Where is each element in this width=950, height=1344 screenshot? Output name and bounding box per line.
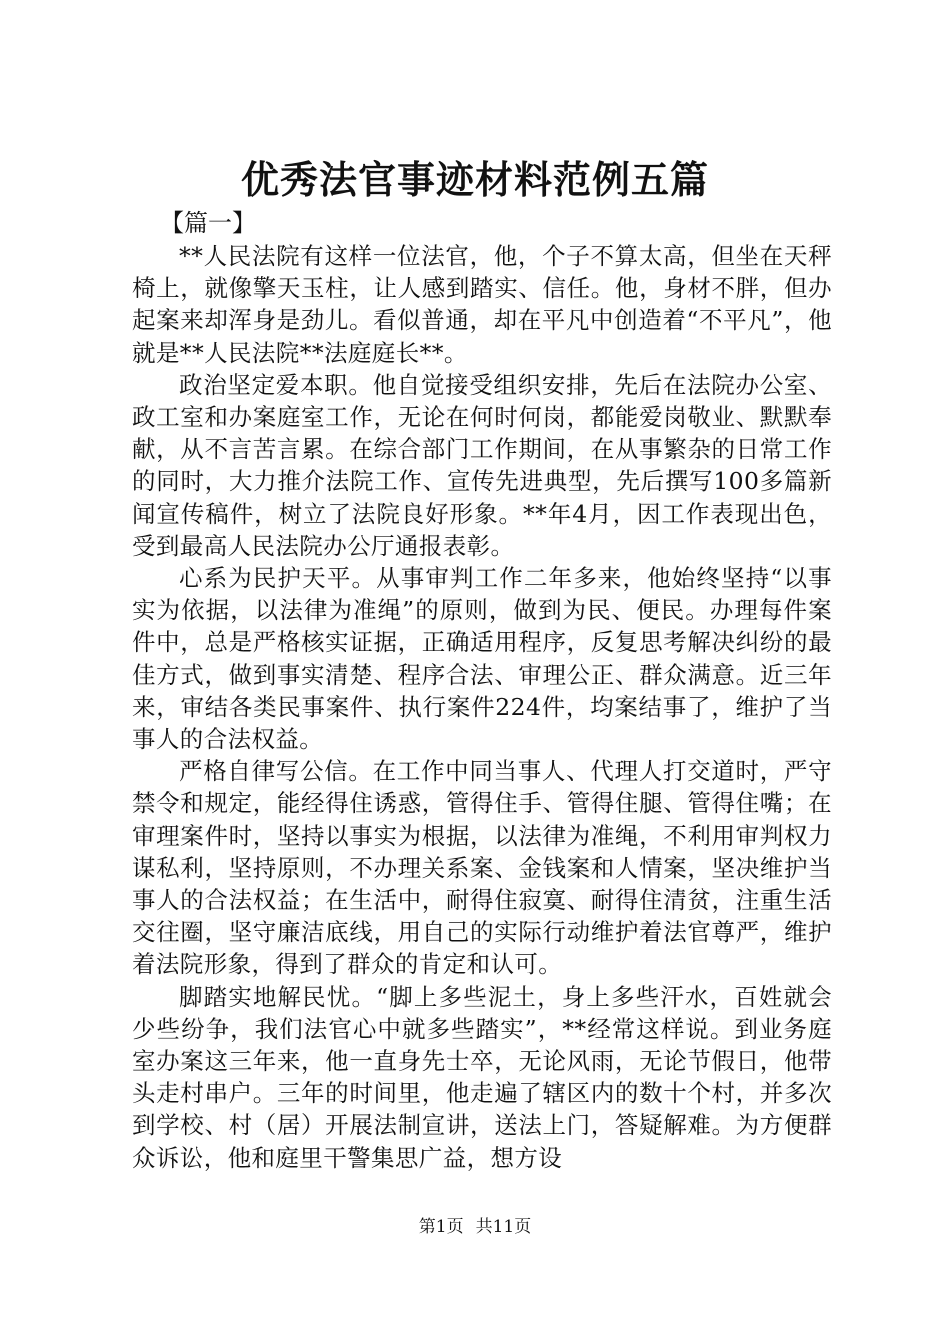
paragraph-4: 严格自律写公信。在工作中同当事人、代理人打交道时，严守禁令和规定，能经得住诱惑，管得住手、管得住腿、管得住嘴；在审理案件时，坚持以事实为根据，以法律为准绳，不利用审判权力谋私利，坚持原则，不办理关系案、金钱案和人情案，坚决维护当事人的合法权益；在生活中，耐得住寂寞、耐得住清贫，注重生活交往圈，坚守廉洁底线，用自己的实际行动维护着法官尊严，维护着法院形象，得到了群众的肯定和认可。 bbox=[132, 757, 832, 979]
paragraph-5: 脚踏实地解民忧。“脚上多些泥土，身上多些汗水，百姓就会少些纷争，我们法官心中就多些踏实”，**经常这样说。到业务庭室办案这三年来，他一直身先士卒，无论风雨，无论节假日，他带头走村串户。三年的时间里，他走遍了辖区内的数十个村，并多次到学校、村（居）开展法制宣讲，送法上门，答疑解难。为方便群众诉讼，他和庭里干警集思广益，想方设 bbox=[132, 982, 832, 1172]
page-number-total: 共11页 bbox=[475, 1217, 532, 1237]
page-number-current: 第1页 bbox=[418, 1217, 464, 1237]
section-label: 【篇一】 bbox=[160, 209, 256, 237]
document-body bbox=[132, 240, 832, 1174]
page-footer bbox=[0, 1215, 950, 1239]
document-title: 优秀法官事迹材料范例五篇 bbox=[240, 157, 709, 202]
paragraph-2: 政治坚定爱本职。他自觉接受组织安排，先后在法院办公室、政工室和办案庭室工作，无论在何时何岗，都能爱岗敬业、默默奉献，从不言苦言累。在综合部门工作期间，在从事繁杂的日常工作的同时，大力推介法院工作、宣传先进典型，先后撰写100多篇新闻宣传稿件，树立了法院良好形象。**年4月，因工作表现出色，受到最高人民法院办公厅通报表彰。 bbox=[132, 370, 832, 560]
paragraph-3: 心系为民护天平。从事审判工作二年多来，他始终坚持“以事实为依据，以法律为准绳”的原则，做到为民、便民。办理每件案件中，总是严格核实证据，正确适用程序，反复思考解决纠纷的最佳方式，做到事实清楚、程序合法、审理公正、群众满意。近三年来，审结各类民事案件、执行案件224件，均案结事了，维护了当事人的合法权益。 bbox=[132, 564, 832, 754]
paragraph-1: **人民法院有这样一位法官，他，个子不算太高，但坐在天秤椅上，就像擎天玉柱，让人感到踏实、信任。他，身材不胖，但办起案来却浑身是劲儿。看似普通，却在平凡中创造着“不平凡”，他就是**人民法院**法庭庭长**。 bbox=[132, 242, 832, 367]
